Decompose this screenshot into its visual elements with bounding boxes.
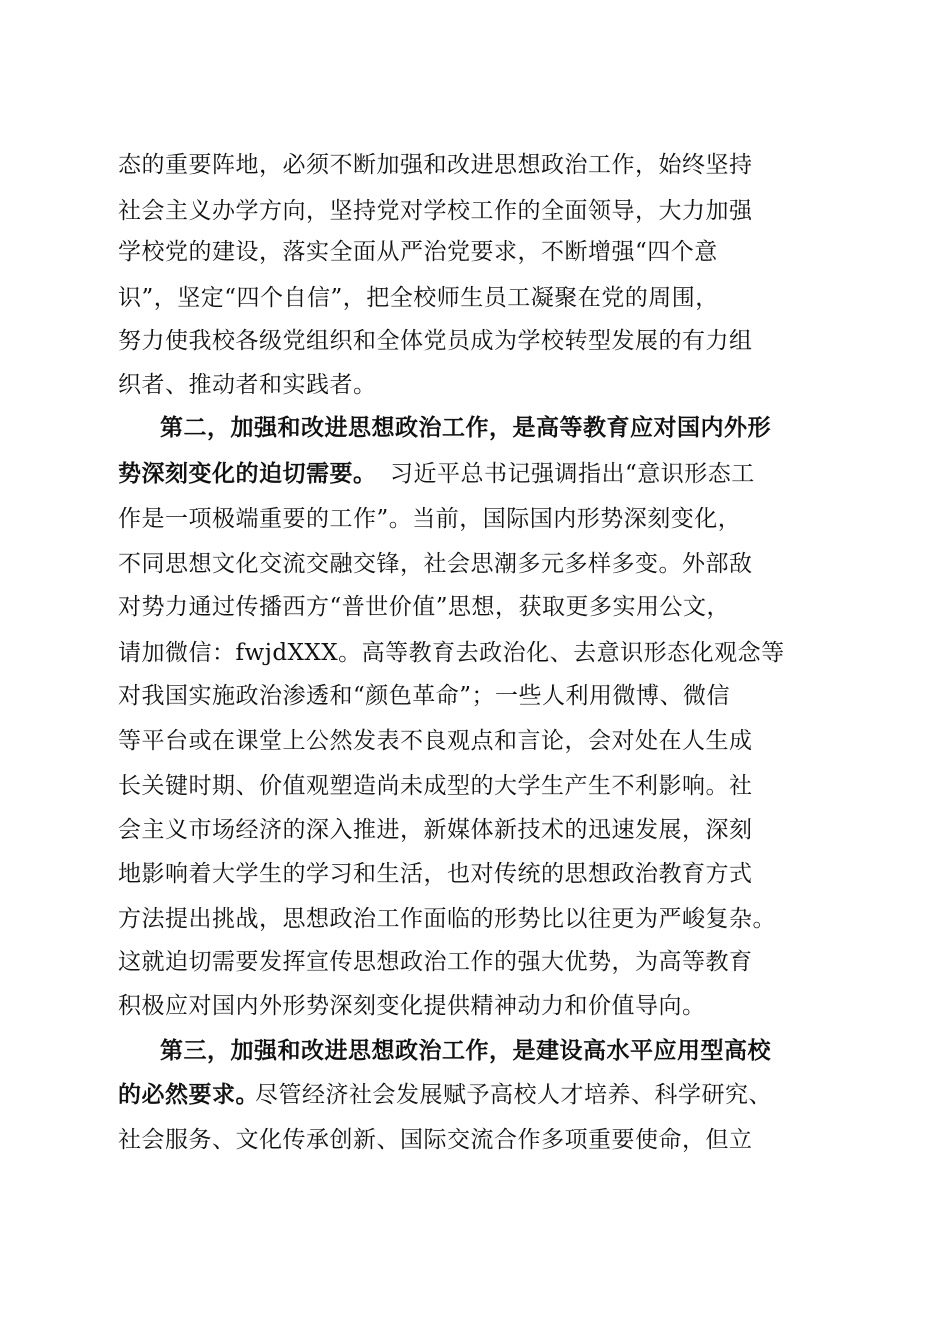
body-line: 等平台或在课堂上公然发表不良观点和言论，会对处在人生成 — [118, 728, 753, 754]
body-line: 社会主义办学方向，坚持党对学校工作的全面领导，大力加强 — [118, 198, 753, 224]
body-line: 会主义市场经济的深入推进，新媒体新技术的迅速发展，深刻 — [118, 817, 753, 843]
body-line: 习近平总书记强调指出“意识形态工 — [390, 461, 755, 487]
section-heading-line: 的必然要求。 — [118, 1081, 259, 1108]
body-line: 尽管经济社会发展赋予高校人才培养、科学研究、 — [255, 1082, 772, 1108]
body-line: 不同思想文化交流交融交锋，社会思潮多元多样多变。外部敌 — [118, 551, 753, 577]
body-line: 地影响着大学生的学习和生活，也对传统的思想政治教育方式 — [118, 861, 753, 887]
body-line: 请加微信：fwjdXXX。高等教育去政治化、去意识形态化观念等 — [118, 640, 785, 666]
section-heading-line: 第二，加强和改进思想政治工作，是高等教育应对国内外形 — [160, 414, 771, 441]
body-line: 积极应对国内外形势深刻变化提供精神动力和价值导向。 — [118, 993, 706, 1019]
body-line: 学校党的建设，落实全面从严治党要求，不断增强“四个意 — [118, 239, 718, 265]
section-heading-line: 势深刻变化的迫切需要。 — [118, 460, 377, 487]
body-line: 作是一项极端重要的工作”。当前，国际国内形势深刻变化， — [118, 506, 742, 532]
section-heading-line: 第三，加强和改进思想政治工作，是建设高水平应用型高校 — [160, 1037, 771, 1064]
body-line: 对势力通过传播西方“普世价值”思想，获取更多实用公文， — [118, 594, 731, 620]
body-line: 对我国实施政治渗透和“颜色革命”；一些人利用微博、微信 — [118, 683, 731, 709]
body-line: 方法提出挑战，思想政治工作面临的形势比以往更为严峻复杂。 — [118, 906, 776, 932]
body-line: 识”，坚定“四个自信”，把全校师生员工凝聚在党的周围， — [118, 285, 719, 311]
body-line: 努力使我校各级党组织和全体党员成为学校转型发展的有力组 — [118, 328, 753, 354]
body-line: 态的重要阵地，必须不断加强和改进思想政治工作，始终坚持 — [118, 152, 753, 178]
body-line: 织者、推动者和实践者。 — [118, 372, 377, 398]
body-line: 这就迫切需要发挥宣传思想政治工作的强大优势，为高等教育 — [118, 949, 753, 975]
body-line: 长关键时期、价值观塑造尚未成型的大学生产生不利影响。社 — [118, 773, 753, 799]
body-line: 社会服务、文化传承创新、国际交流合作多项重要使命，但立 — [118, 1127, 753, 1153]
